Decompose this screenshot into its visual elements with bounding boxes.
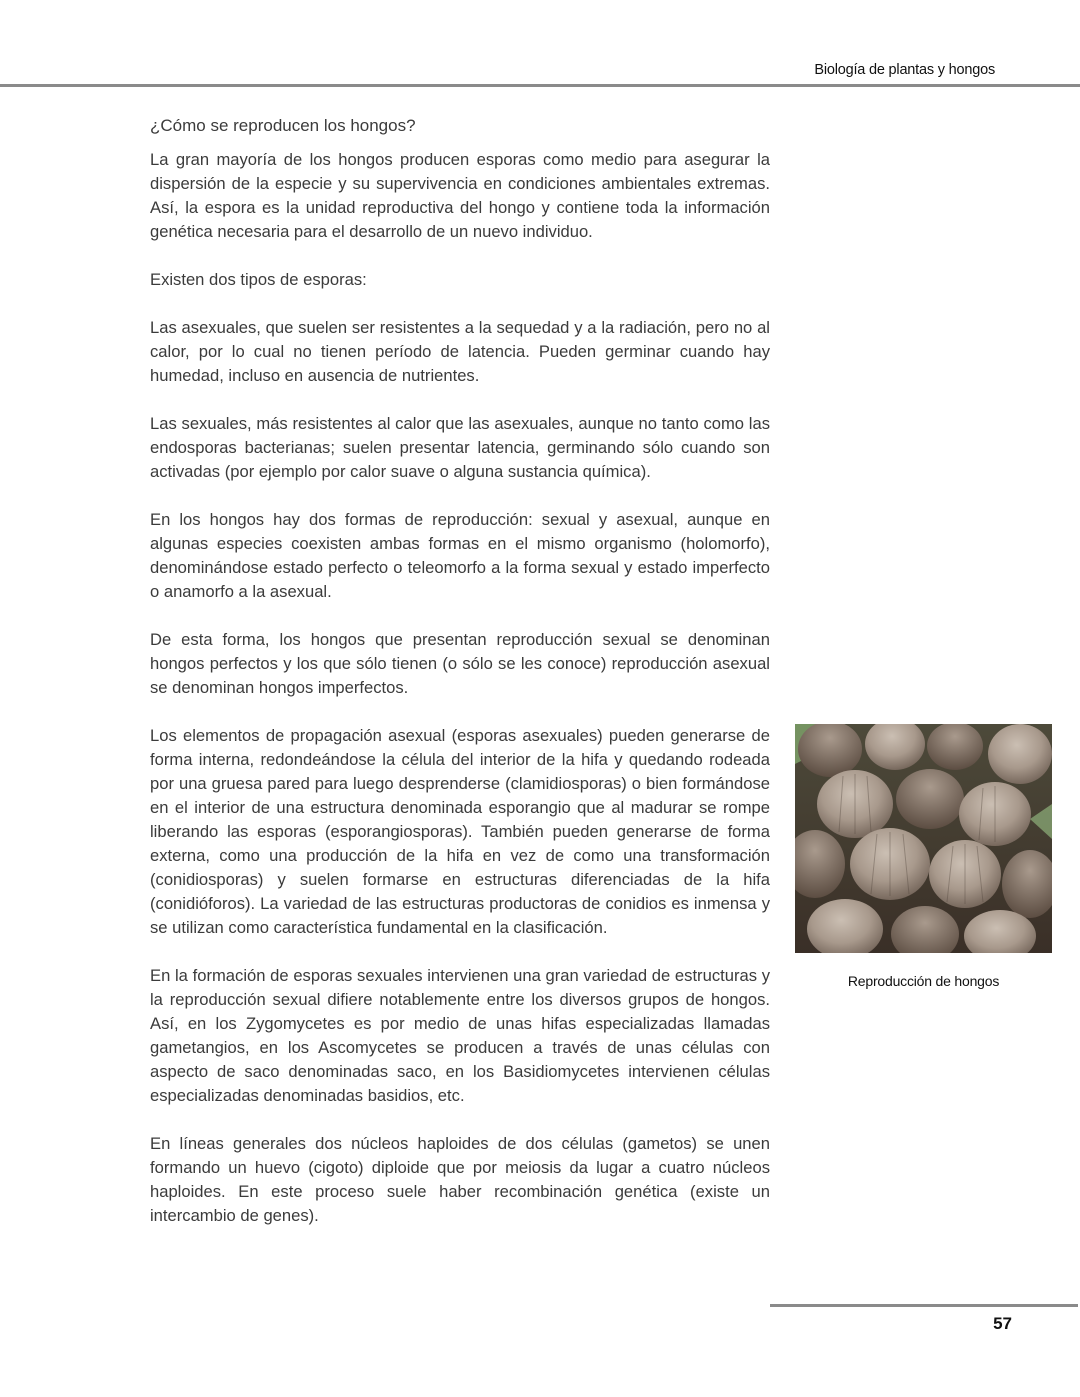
running-header-title: Biología de plantas y hongos (814, 62, 995, 78)
paragraph: Los elementos de propagación asexual (esporas asexuales) pueden generarse de forma interna, redondeándose la célula del interior de la hifa y quedando rodeada por una gruesa pared para luego desprenderse (clamidiosporas) o bien formándose en el interior de una estructura denominada esporangio que al madurar se rompe liberando las esporas (esporangiosporas). También pueden generarse de forma externa, como una producción de la hifa en vez de como una transformación (conidiosporas) y suelen formarse en estructuras diferenciadas de la hifa (conidióforos). La variedad de las estructuras productoras de conidios es inmensa y se utilizan como característica fundamental en la clasificación. (150, 726, 770, 937)
figure-caption: Reproducción de hongos (847, 973, 1000, 989)
paragraph: Las asexuales, que suelen ser resistentes a la sequedad y a la radiación, pero no al calor, por lo cual no tienen período de latencia. Pueden germinar cuando hay humedad, incluso en ausencia de nutrientes. (150, 318, 770, 385)
section-heading: ¿Cómo se reproducen los hongos? (150, 116, 416, 135)
paragraph: En los hongos hay dos formas de reproducción: sexual y asexual, aunque en algunas especies coexisten ambas formas en el mismo organismo (holomorfo), denominándose estado perfecto o teleomorfo a la forma sexual y estado imperfecto o anamorfo a la asexual. (150, 510, 770, 601)
paragraph: La gran mayoría de los hongos producen esporas como medio para asegurar la dispersión de la especie y su supervivencia en condiciones ambientales extremas. Así, la espora es la unidad reproductiva del hongo y contiene toda la información genética necesaria para el desarrollo de un nuevo individuo. (150, 150, 770, 241)
paragraph: En líneas generales dos núcleos haploides de dos células (gametos) se unen formando un huevo (cigoto) diploide que por meiosis da lugar a cuatro núcleos haploides. En este proceso suele haber recombinación genética (existe un intercambio de genes). (150, 1134, 770, 1225)
paragraph: Existen dos tipos de esporas: (150, 270, 367, 289)
paragraph: Las sexuales, más resistentes al calor que las asexuales, aunque no tanto como las endosporas bacterianas; suelen presentar latencia, germinando sólo cuando son activadas (por ejemplo por calor suave o alguna sustancia química). (150, 414, 770, 481)
paragraph: En la formación de esporas sexuales intervienen una gran variedad de estructuras y la reproducción sexual difiere notablemente entre los diversos grupos de hongos. Así, en los Zygomycetes es por medio de unas hifas especializadas llamadas gametangios, en los Ascomycetes se producen a través de unas células con aspecto de saco denominadas saco, en los Basidiomycetes intervienen células especializadas denominadas basidios, etc. (150, 966, 770, 1105)
page-number: 57 (993, 1314, 1012, 1333)
header-divider (0, 84, 1080, 87)
paragraph: De esta forma, los hongos que presentan reproducción sexual se denominan hongos perfectos y los que sólo tienen (o sólo se les conoce) reproducción asexual se denominan hongos imperfectos. (150, 630, 770, 697)
mushroom-photo (795, 724, 1052, 953)
footer-divider (770, 1304, 1078, 1307)
main-text (150, 114, 770, 1252)
